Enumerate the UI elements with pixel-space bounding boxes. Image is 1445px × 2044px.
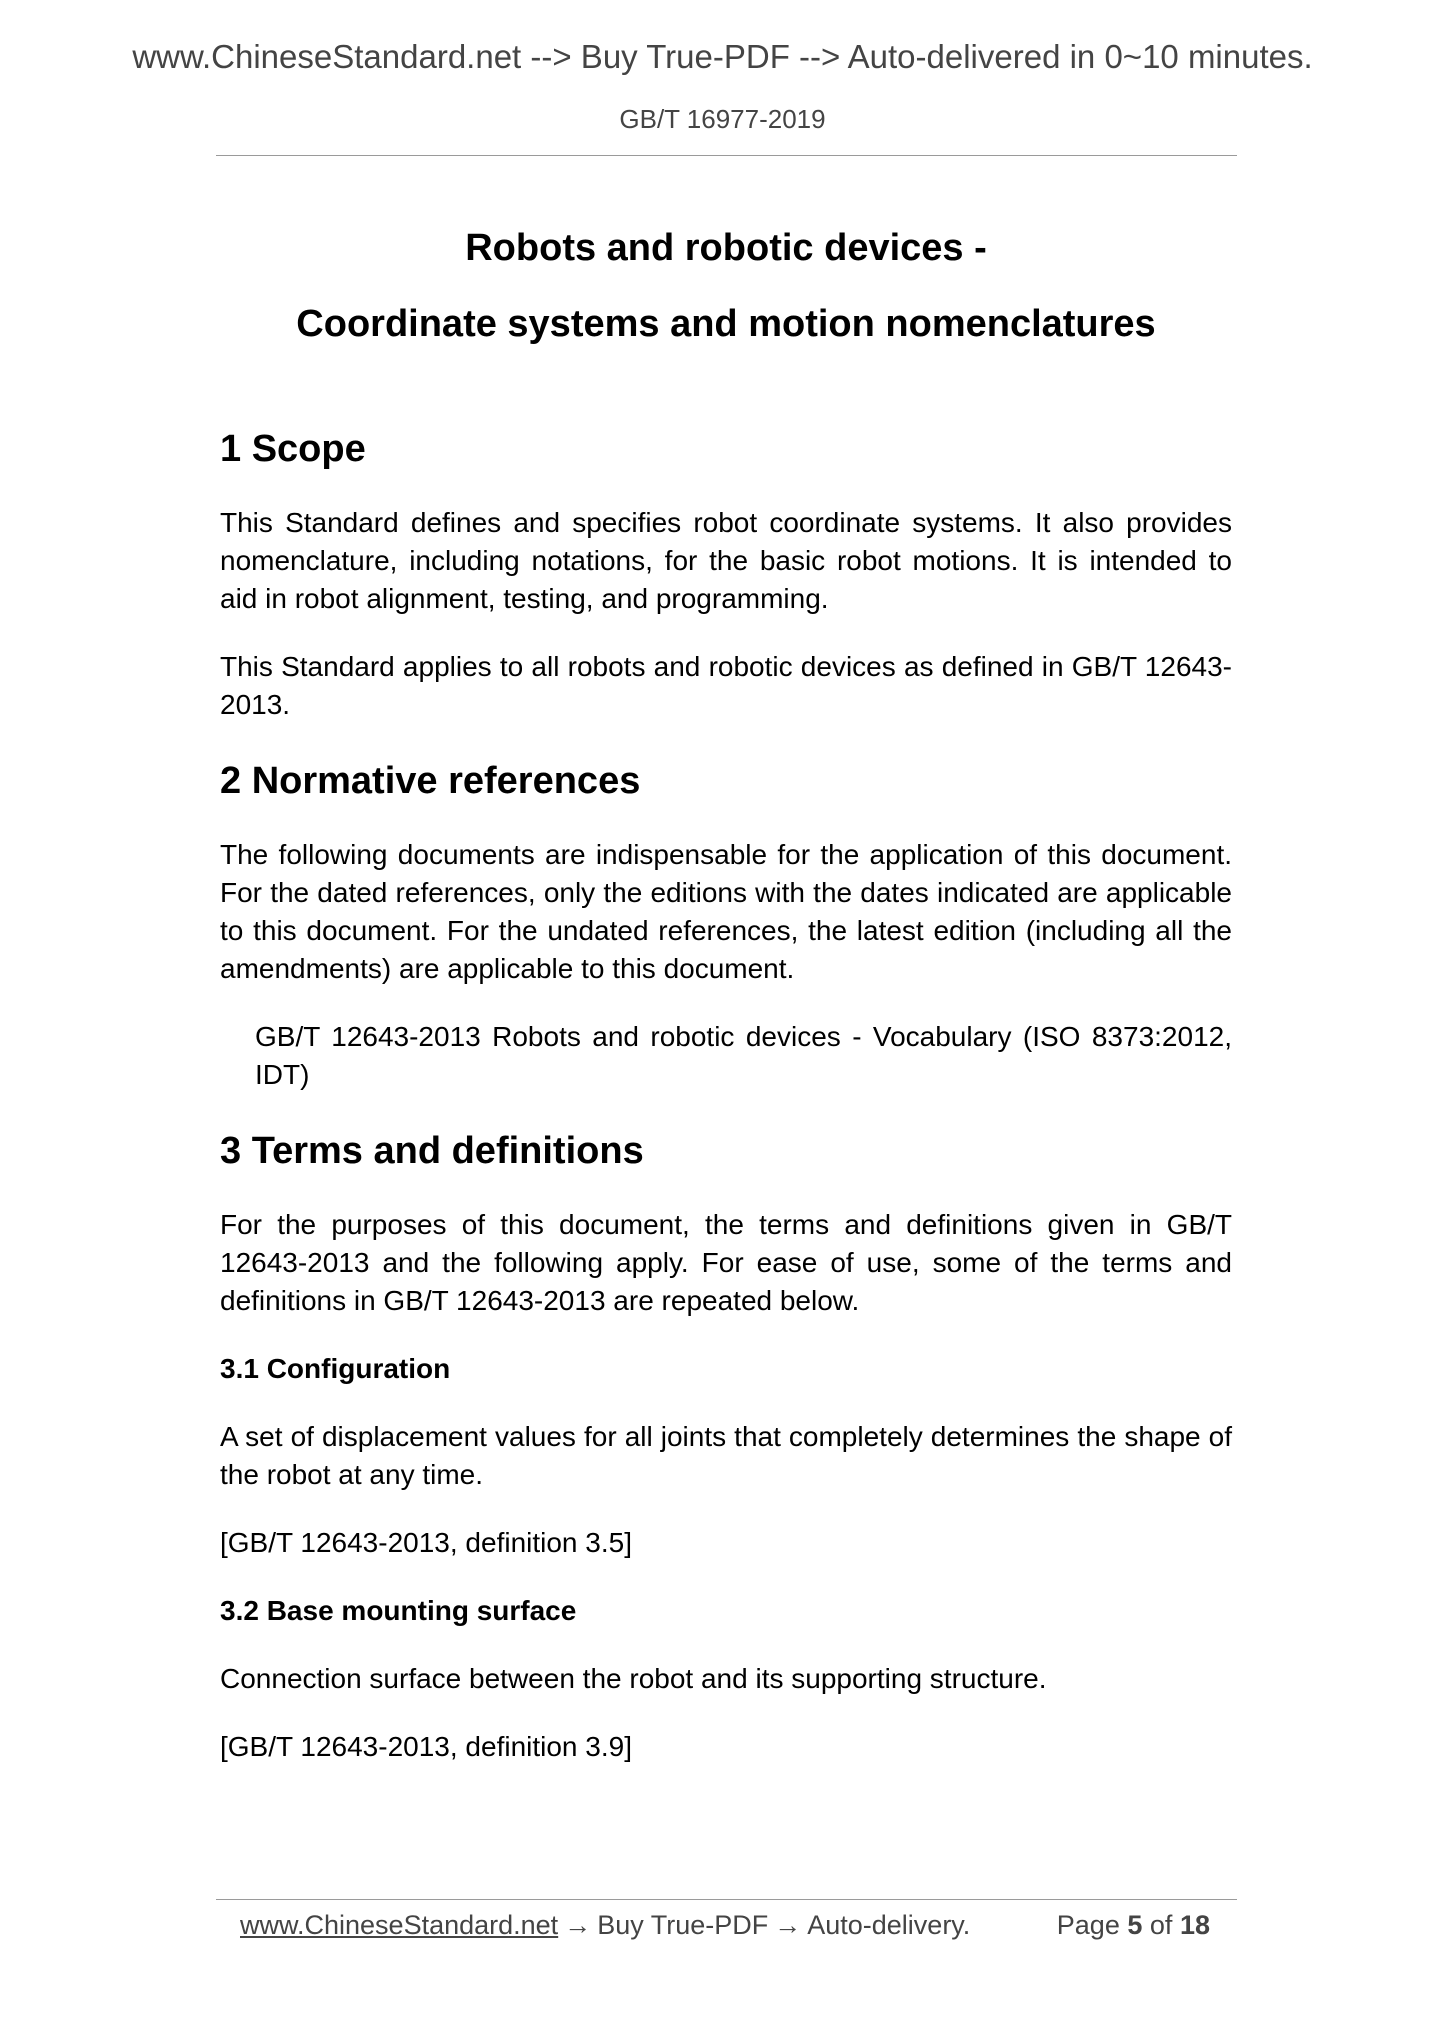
document-code: GB/T 16977-2019 xyxy=(619,104,826,134)
page-footer xyxy=(240,1900,1210,1950)
normative-reference-item: GB/T 12643-2013 Robots and robotic devices - Vocabulary (ISO 8373:2012, IDT) xyxy=(255,1021,1232,1090)
term-heading-configuration: 3.1 Configuration xyxy=(220,1353,451,1384)
terms-paragraph: For the purposes of this document, the terms and definitions given in GB/T 12643-2013 and the following apply. For ease of use, some of the terms and definitions in GB/T 12643-2013 are repeated below. xyxy=(220,1209,1232,1316)
term-definition-base-mounting-surface: Connection surface between the robot and its supporting structure. xyxy=(220,1663,1047,1694)
section-heading-normative-references: 2 Normative references xyxy=(220,760,641,802)
term-source-configuration: [GB/T 12643-2013, definition 3.5] xyxy=(220,1527,632,1558)
section-heading-scope: 1 Scope xyxy=(220,428,366,470)
arrow-right-icon: → xyxy=(564,1909,592,1940)
page-label: Page xyxy=(1056,1909,1120,1940)
header-divider xyxy=(216,155,1237,156)
scope-paragraph-2: This Standard applies to all robots and robotic devices as defined in GB/T 12643-2013. xyxy=(220,651,1232,720)
title-line-1: Robots and robotic devices - xyxy=(465,227,987,269)
footer-buy-text: Buy True-PDF xyxy=(597,1909,769,1940)
of-label: of xyxy=(1149,1909,1173,1940)
section-heading-terms: 3 Terms and definitions xyxy=(220,1130,644,1172)
title-line-2: Coordinate systems and motion nomenclatures xyxy=(296,303,1156,345)
arrow-right-icon: → xyxy=(774,1909,802,1940)
page-content xyxy=(220,210,1232,1766)
page-indicator xyxy=(1057,1910,1210,1941)
scope-paragraph-1: This Standard defines and specifies robot coordinate systems. It also provides nomenclature, including notations, for the basic robot motions. It is intended to aid in robot alignment, testing, and programming. xyxy=(220,507,1232,614)
term-definition-configuration: A set of displacement values for all joints that completely determines the shape of the robot at any time. xyxy=(220,1421,1232,1490)
term-heading-base-mounting-surface: 3.2 Base mounting surface xyxy=(220,1595,577,1626)
term-source-base-mounting-surface: [GB/T 12643-2013, definition 3.9] xyxy=(220,1731,632,1762)
current-page-number: 5 xyxy=(1127,1909,1143,1940)
footer-site-link[interactable]: www.ChineseStandard.net xyxy=(240,1909,559,1940)
total-page-count: 18 xyxy=(1179,1909,1210,1940)
top-banner: www.ChineseStandard.net --> Buy True-PDF --> Auto-delivered in 0~10 minutes. xyxy=(132,38,1313,75)
footer-delivery-text: Auto-delivery. xyxy=(807,1909,971,1940)
normative-paragraph: The following documents are indispensable for the application of this document. For the dated references, only the editions with the dates indicated are applicable to this document. For the undated references, the latest edition (including all the amendments) are applicable to this document. xyxy=(220,839,1232,984)
